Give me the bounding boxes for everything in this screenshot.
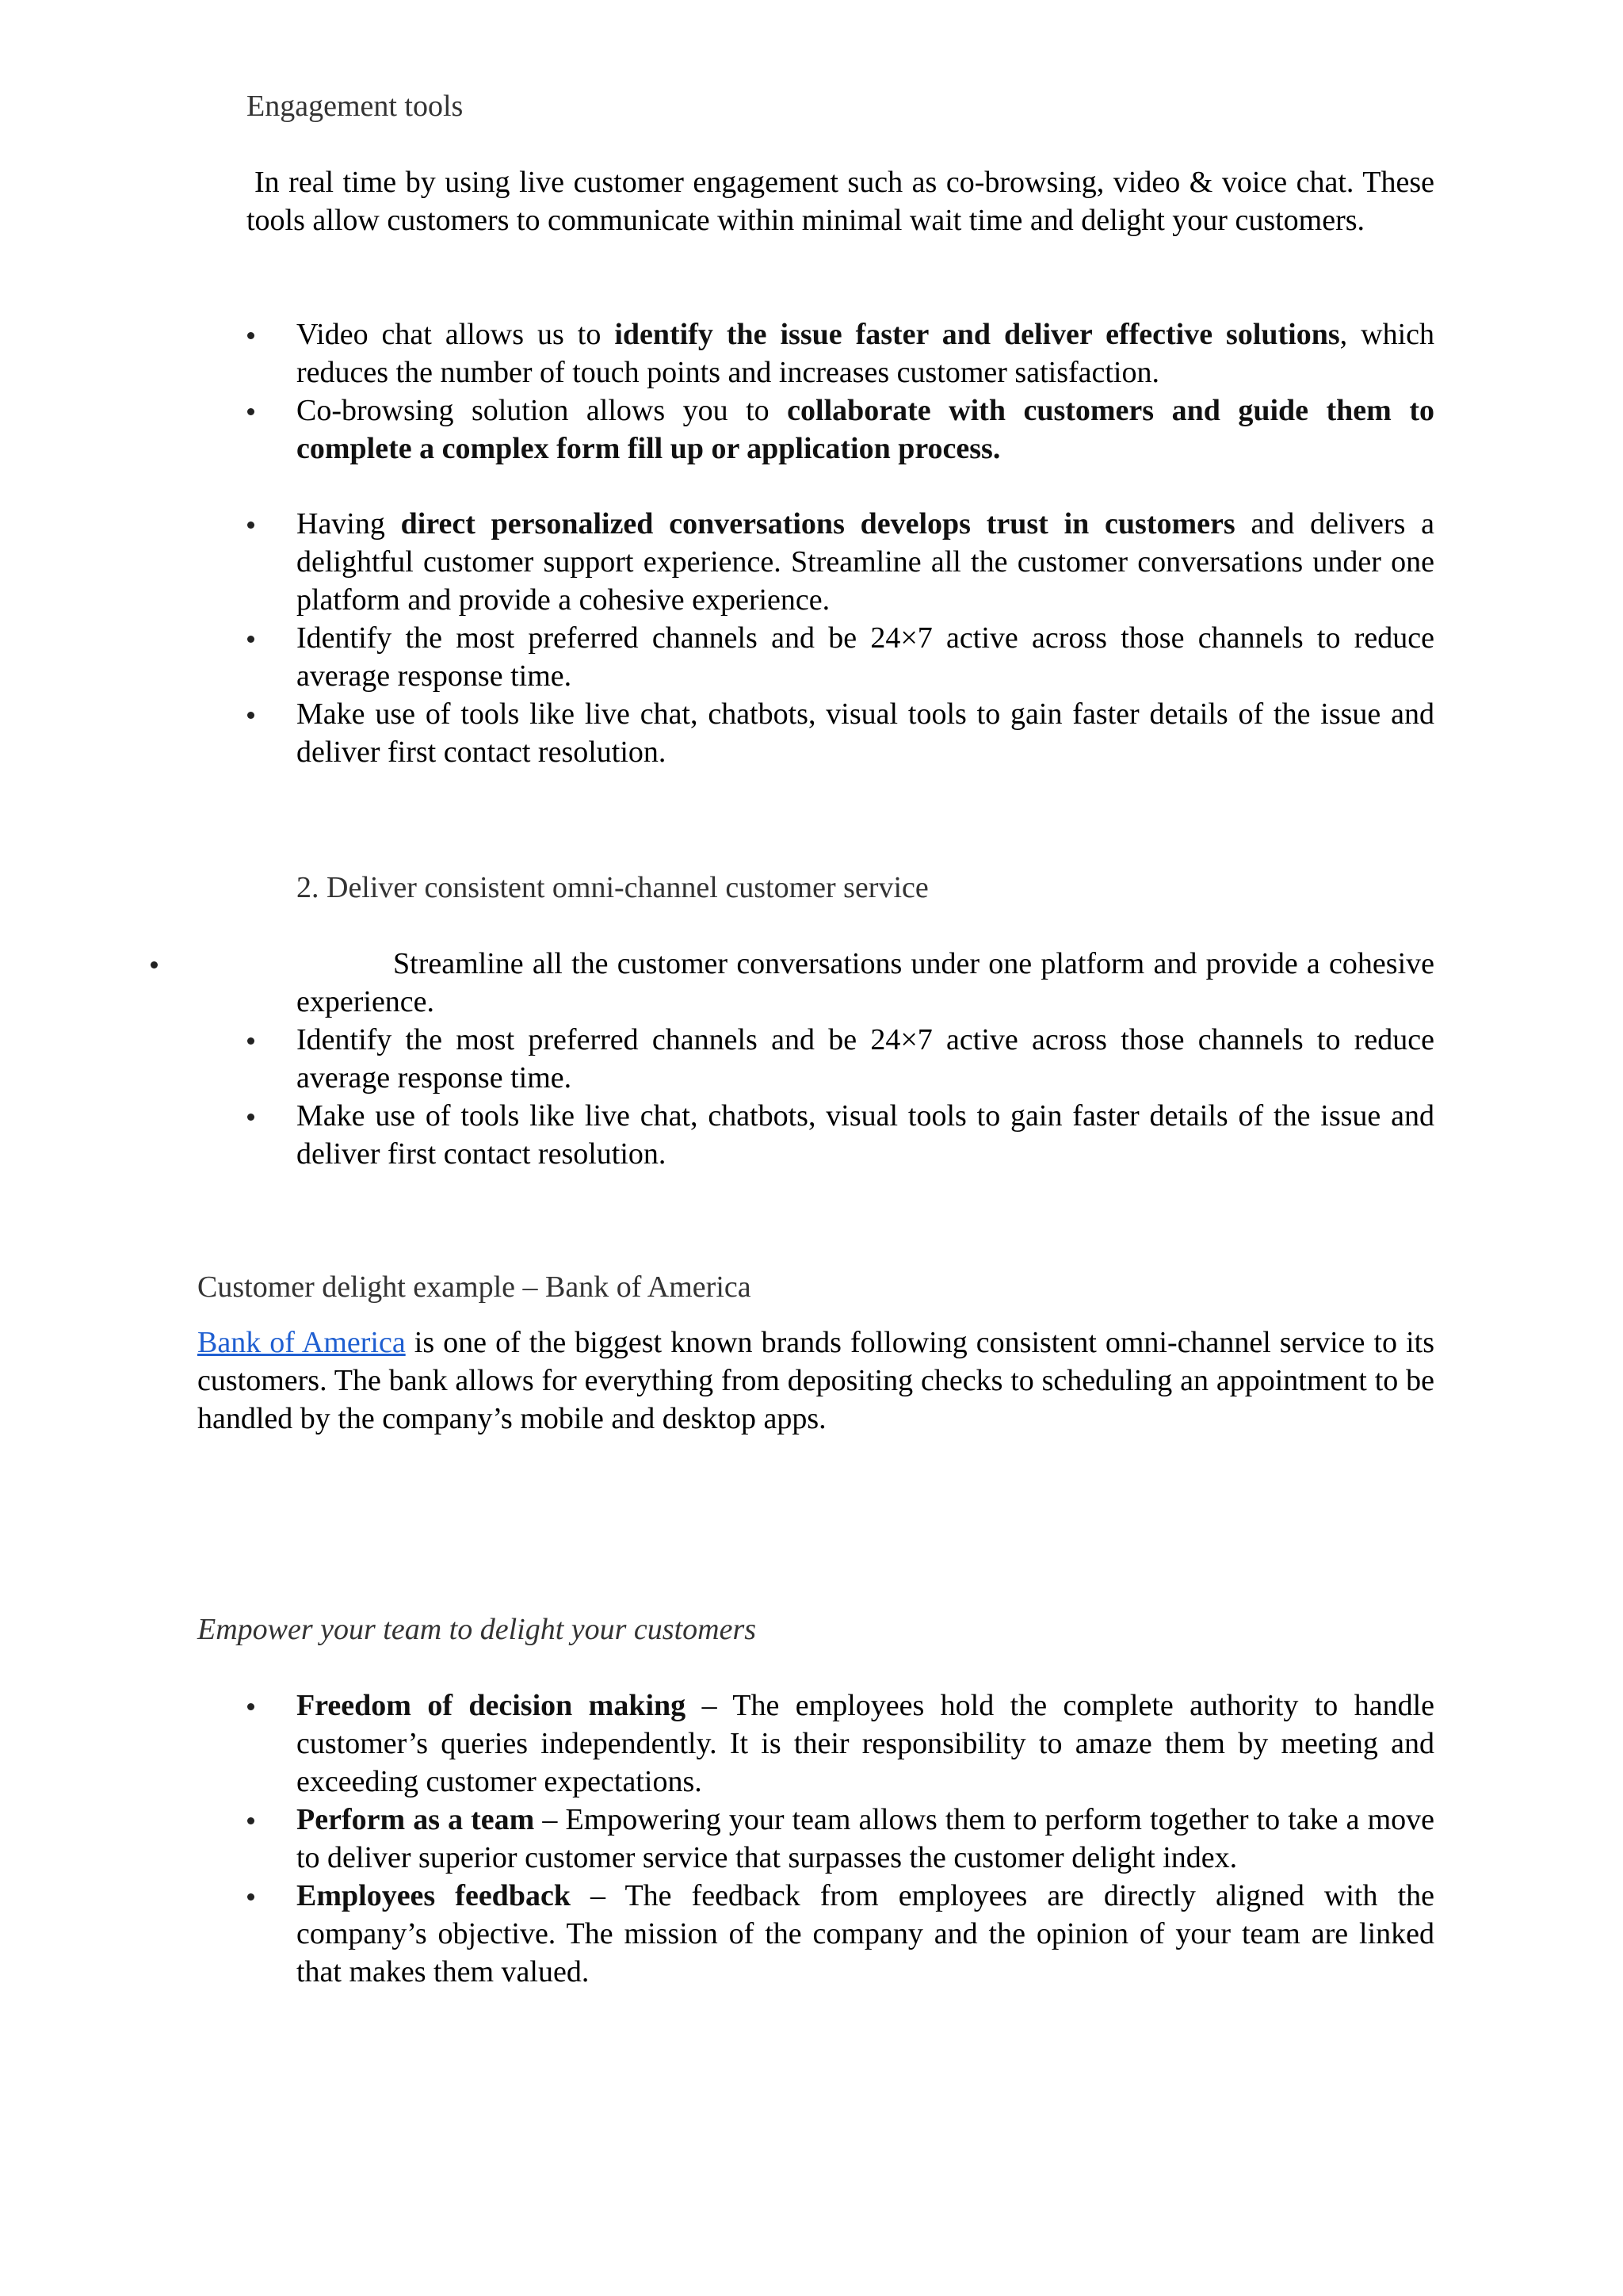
engagement-bullets-b	[296, 505, 1434, 771]
list-item: Perform as a team – Empowering your team allows them to perform together to take a move to deliver superior customer service that surpasses the customer delight index.	[296, 1801, 1434, 1877]
bullet-icon	[247, 1893, 254, 1901]
bullet-icon	[247, 332, 254, 339]
bank-example-paragraph: Bank of America is one of the biggest known brands following consistent omni-channel service to its customers. The bank allows for everything from depositing checks to scheduling an appointment to be handled by the company’s mobile and desktop apps.	[197, 1326, 1434, 1435]
bullet-icon	[247, 712, 254, 719]
bullet-icon	[247, 636, 254, 643]
engagement-tools-heading: Engagement tools	[246, 90, 464, 123]
omni-channel-bullets	[296, 945, 1434, 1173]
empower-team-heading: Empower your team to delight your customers	[197, 1613, 757, 1646]
list-item: Streamline all the customer conversations under one platform and provide a cohesive experience.	[296, 945, 1434, 1021]
list-item: Having direct personalized conversations develops trust in customers and delivers a delightful customer support experience. Streamline all the customer conversations under one platform and provide a cohesive experience.	[296, 505, 1434, 619]
list-item: Freedom of decision making – The employees hold the complete authority to handle customer’s queries independently. It is their responsibility to amaze them by meeting and exceeding customer expectations.	[296, 1687, 1434, 1801]
bullet-icon	[247, 408, 254, 415]
intro-text-b: such as co-browsing, video & voice chat. These tools allow customers to communicate within minimal wait time and delight your customers.	[246, 166, 1434, 237]
list-item: Video chat allows us to identify the issue faster and deliver effective solutions, which reduces the number of touch points and increases customer satisfaction.	[296, 315, 1434, 392]
bullet-icon	[247, 1037, 254, 1045]
bullet-icon	[247, 1703, 254, 1710]
list-item: Make use of tools like live chat, chatbots, visual tools to gain faster details of the issue and deliver first contact resolution.	[296, 695, 1434, 771]
engagement-intro-paragraph	[246, 163, 1434, 239]
bank-example-heading: Customer delight example – Bank of America	[197, 1270, 751, 1304]
bullet-icon	[151, 961, 158, 968]
bullet-icon	[247, 521, 254, 529]
list-item: Identify the most preferred channels and be 24×7 active across those channels to reduce average response time.	[296, 1021, 1434, 1097]
bullet-icon	[247, 1114, 254, 1121]
bank-of-america-link[interactable]: Bank of America	[197, 1326, 406, 1359]
intro-text-a: In real time by using live customer engagement	[254, 166, 838, 199]
omni-channel-heading: 2. Deliver consistent omni-channel customer service	[296, 871, 929, 904]
list-item: Identify the most preferred channels and be 24×7 active across those channels to reduce average response time.	[296, 619, 1434, 695]
list-item: Co-browsing solution allows you to collaborate with customers and guide them to complete a complex form fill up or application process.	[296, 392, 1434, 468]
bullet-icon	[247, 1817, 254, 1824]
list-item: Employees feedback – The feedback from employees are directly aligned with the company’s objective. The mission of the company and the opinion of your team are linked that makes them valued.	[296, 1877, 1434, 1991]
engagement-bullets-a	[296, 315, 1434, 468]
empower-team-bullets	[296, 1687, 1434, 1991]
list-item: Make use of tools like live chat, chatbots, visual tools to gain faster details of the issue and deliver first contact resolution.	[296, 1097, 1434, 1173]
